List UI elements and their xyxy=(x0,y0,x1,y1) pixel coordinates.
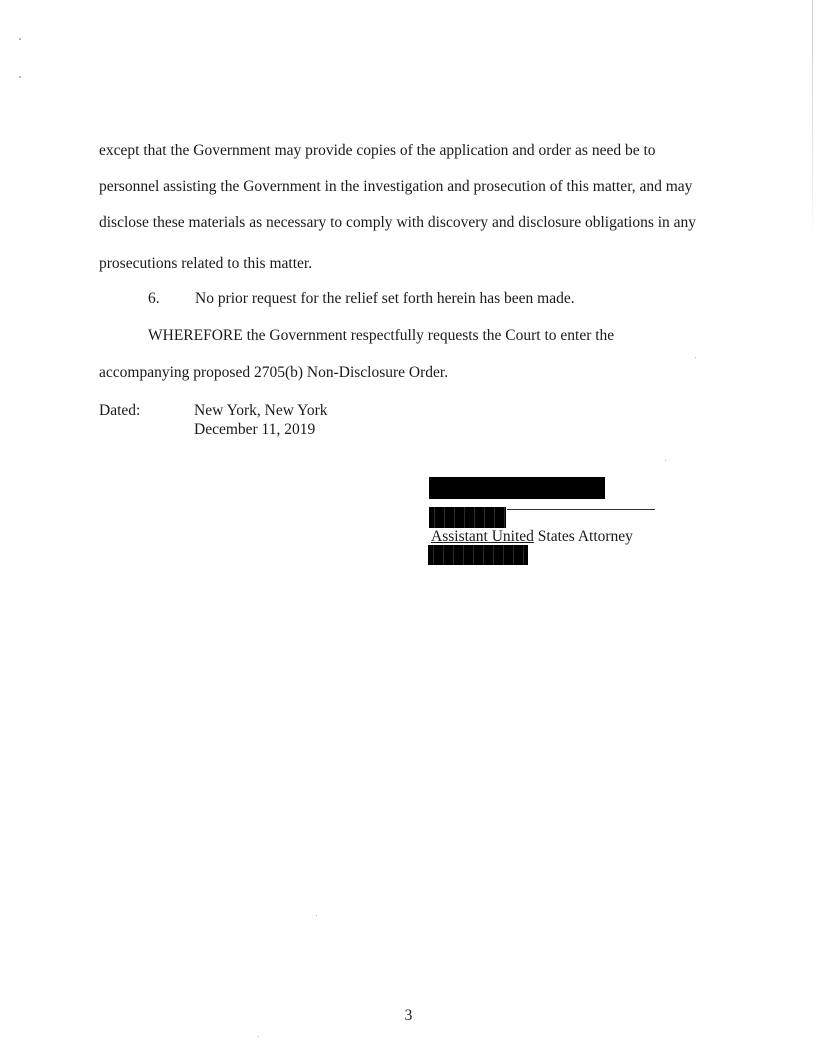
redaction-block-name xyxy=(429,477,605,499)
page-number: 3 xyxy=(404,1007,413,1024)
scan-edge-shadow xyxy=(812,0,813,240)
signatory-title-rest: States Attorney xyxy=(533,528,633,545)
redaction-block-contact xyxy=(428,545,528,565)
body-text-line: prosecutions related to this matter. xyxy=(99,255,313,272)
signatory-title xyxy=(431,528,633,546)
redaction-block-signature xyxy=(429,507,506,528)
scan-speck xyxy=(19,76,21,78)
scan-speck xyxy=(19,38,21,40)
scan-speck xyxy=(316,915,317,916)
scan-speck xyxy=(665,460,666,461)
body-text-line: personnel assisting the Government in the investigation and prosecution of this matter, and may xyxy=(99,178,693,195)
signature-line xyxy=(507,509,655,510)
dated-label: Dated: xyxy=(99,402,141,419)
dated-place: New York, New York xyxy=(194,402,328,419)
paragraph-text: No prior request for the relief set forth herein has been made. xyxy=(195,290,575,307)
scan-speck xyxy=(695,357,696,358)
scan-speck xyxy=(258,1036,259,1037)
body-text-line: disclose these materials as necessary to comply with discovery and disclosure obligations in any xyxy=(99,214,697,231)
body-text-line: except that the Government may provide copies of the application and order as need be to xyxy=(99,142,656,159)
paragraph-number: 6. xyxy=(148,290,160,307)
wherefore-line: accompanying proposed 2705(b) Non-Disclosure Order. xyxy=(99,364,449,381)
signatory-title-underlined: Assistant United xyxy=(431,528,534,545)
wherefore-line: WHEREFORE the Government respectfully requests the Court to enter the xyxy=(148,327,615,344)
dated-date: December 11, 2019 xyxy=(194,421,316,438)
